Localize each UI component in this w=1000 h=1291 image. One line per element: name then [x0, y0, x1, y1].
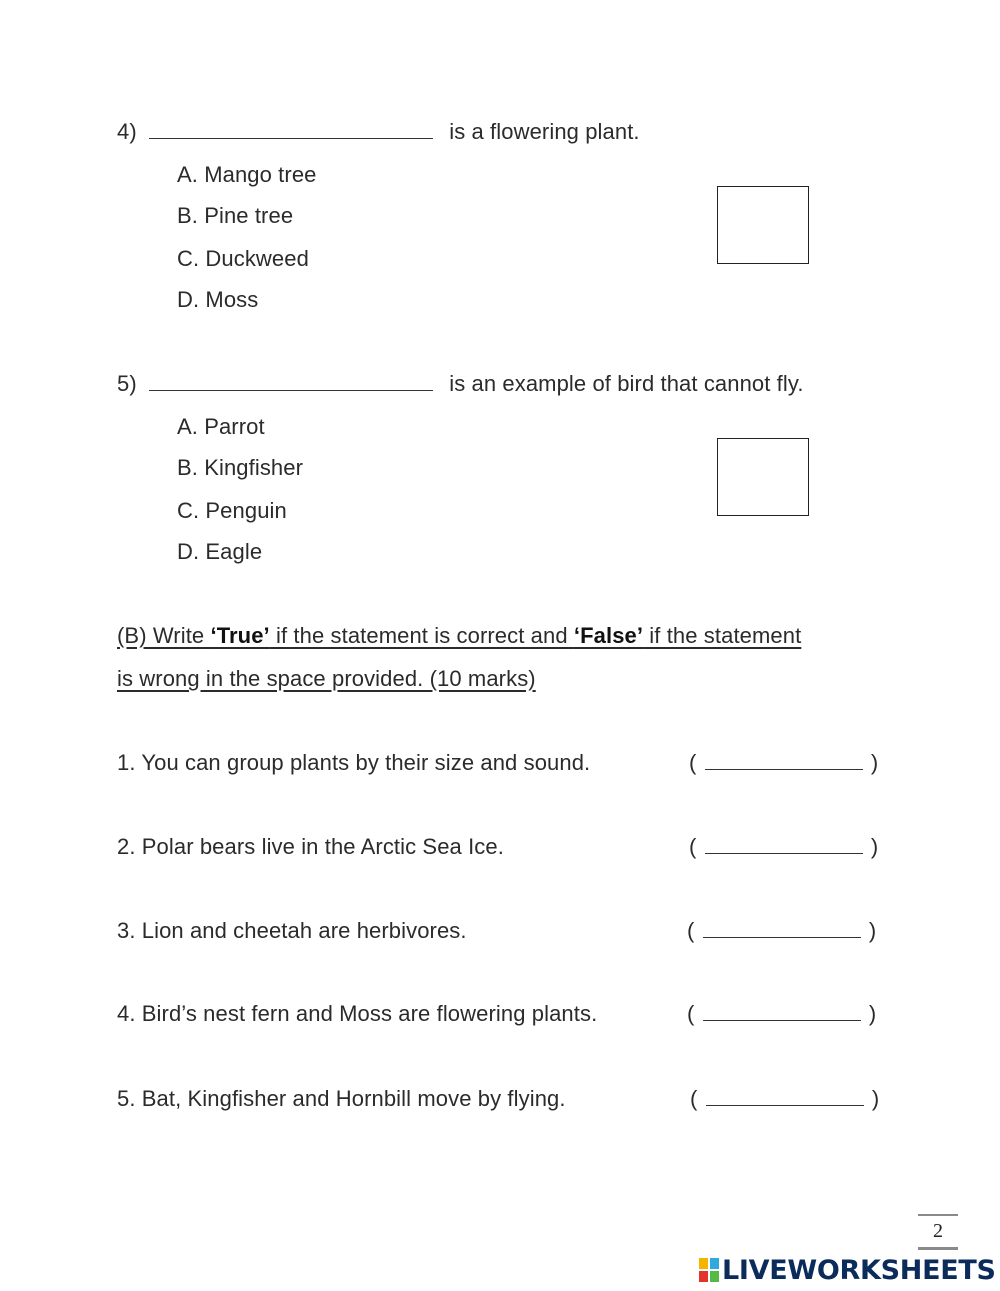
answer-slot-3 [687, 917, 876, 945]
option-d: D. Moss [177, 287, 259, 312]
logo-square-4 [709, 1270, 720, 1283]
liveworksheets-logo-icon [698, 1257, 720, 1283]
logo-square-1 [698, 1257, 709, 1270]
option-a: A. Parrot [177, 414, 265, 439]
answer-blank[interactable] [705, 833, 863, 854]
answer-slot-1 [689, 749, 878, 777]
answer-box-q4[interactable] [717, 186, 809, 264]
page-number: 2 [933, 1220, 943, 1242]
question-5 [117, 370, 804, 398]
page-number-rule-top [918, 1214, 958, 1216]
paren-open: ( [690, 1086, 698, 1111]
logo-text: LIVEWORKSHEETS [722, 1254, 996, 1286]
answer-slot-5 [690, 1085, 879, 1113]
question-number: 4) [117, 119, 137, 144]
option-a: A. Mango tree [177, 162, 317, 187]
question-number: 5) [117, 371, 137, 396]
statement-1: 1. You can group plants by their size and sound. [117, 750, 591, 775]
statement-2: 2. Polar bears live in the Arctic Sea Ice. [117, 834, 504, 859]
statement-5: 5. Bat, Kingfisher and Hornbill move by flying. [117, 1086, 566, 1111]
answer-blank[interactable] [149, 370, 433, 391]
paren-close: ) [870, 750, 879, 775]
page-number-rule-bottom [918, 1247, 958, 1250]
paren-close: ) [870, 834, 879, 859]
false-word: ‘False’ [573, 623, 644, 648]
paren-open: ( [689, 750, 697, 775]
statement-4: 4. Bird’s nest fern and Moss are flowering plants. [117, 1001, 598, 1026]
question-4 [117, 118, 640, 146]
answer-blank[interactable] [149, 118, 433, 139]
logo-square-3 [698, 1270, 709, 1283]
section-b-instruction [117, 622, 801, 650]
paren-open: ( [689, 834, 697, 859]
true-word: ‘True’ [210, 623, 270, 648]
paren-close: ) [871, 1086, 880, 1111]
option-c: C. Duckweed [177, 246, 309, 271]
answer-blank[interactable] [705, 749, 863, 770]
answer-slot-2 [689, 833, 878, 861]
answer-blank[interactable] [703, 917, 861, 938]
option-b: B. Pine tree [177, 203, 294, 228]
option-d: D. Eagle [177, 539, 263, 564]
liveworksheets-logo [698, 1254, 996, 1286]
section-b-instruction-line2: is wrong in the space provided. (10 marks) [117, 666, 536, 691]
paren-open: ( [687, 1001, 695, 1026]
paren-open: ( [687, 918, 695, 943]
instruction-prefix: (B) Write [117, 623, 211, 648]
logo-square-2 [709, 1257, 720, 1270]
instruction-suffix: if the statement [643, 623, 802, 648]
paren-close: ) [868, 1001, 877, 1026]
answer-blank[interactable] [703, 1000, 861, 1021]
answer-blank[interactable] [706, 1085, 864, 1106]
statement-3: 3. Lion and cheetah are herbivores. [117, 918, 467, 943]
instruction-middle: if the statement is correct and [269, 623, 574, 648]
option-c: C. Penguin [177, 498, 287, 523]
question-stem: is an example of bird that cannot fly. [449, 371, 804, 396]
paren-close: ) [868, 918, 877, 943]
answer-slot-4 [687, 1000, 876, 1028]
question-stem: is a flowering plant. [449, 119, 640, 144]
answer-box-q5[interactable] [717, 438, 809, 516]
option-b: B. Kingfisher [177, 455, 304, 480]
